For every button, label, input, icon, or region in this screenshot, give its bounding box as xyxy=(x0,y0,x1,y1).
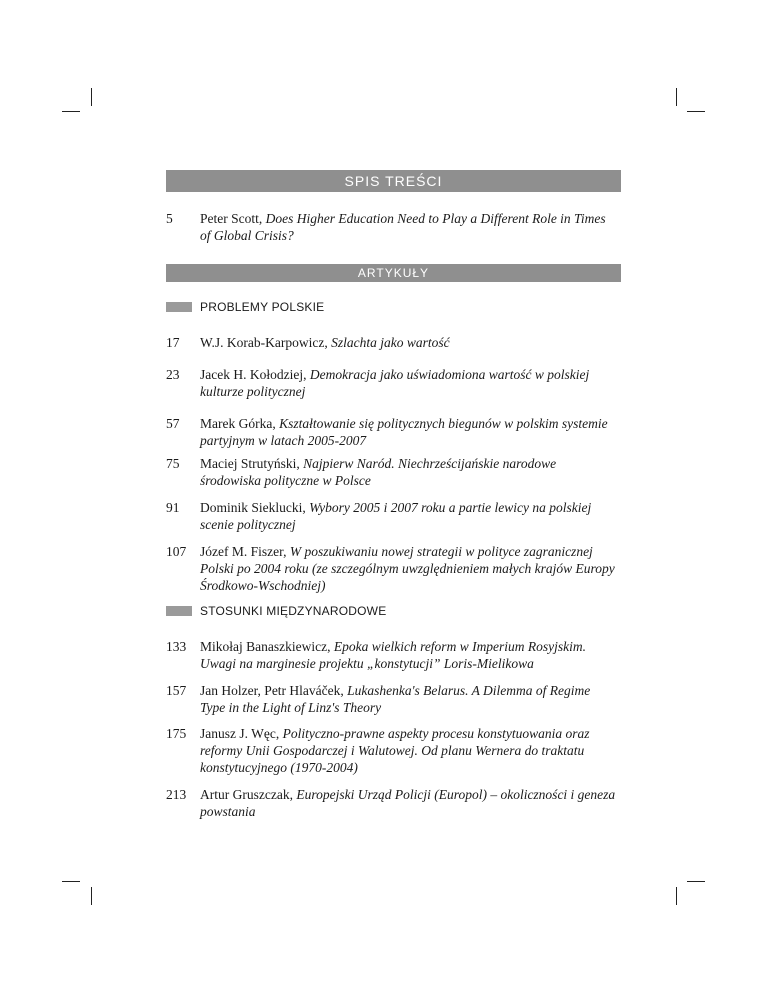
title: Najpierw Naród. Niechrześcijańskie narodowe środowiska polityczne w Polsce xyxy=(200,456,557,488)
author: Mikołaj Banaszkiewicz xyxy=(200,639,328,654)
author: Dominik Sieklucki xyxy=(200,500,303,515)
page-number: 57 xyxy=(166,416,180,431)
author: Maciej Strutyński xyxy=(200,456,297,471)
title: Szlachta jako wartość xyxy=(331,335,450,350)
section-heading: PROBLEMY POLSKIE xyxy=(166,300,324,314)
crop-mark xyxy=(91,887,92,905)
crop-mark xyxy=(676,88,677,106)
page-number: 107 xyxy=(166,544,187,559)
title: Polityczno-prawne aspekty procesu konstytuowania oraz reformy Unii Gospodarczej i Walutowej. Od planu Wernera do traktatu konstytucyjnego (1970-2004) xyxy=(200,726,590,775)
section-marker xyxy=(166,606,192,616)
page-number: 175 xyxy=(166,726,187,741)
page-number: 5 xyxy=(166,211,173,226)
crop-mark xyxy=(687,881,705,882)
title: Kształtowanie się politycznych biegunów w polskim systemie partyjnym w latach 2005-2007 xyxy=(200,416,608,448)
page-number: 213 xyxy=(166,787,187,802)
author: Marek Górka xyxy=(200,416,273,431)
author: Jan Holzer, Petr Hlaváček xyxy=(200,683,341,698)
title: Lukashenka's Belarus. A Dilemma of Regime Type in the Light of Linz's Theory xyxy=(200,683,591,715)
title: Does Higher Education Need to Play a Different Role in Times of Global Crisis? xyxy=(200,211,606,243)
page-number: 75 xyxy=(166,456,180,471)
crop-mark xyxy=(62,881,80,882)
section-heading: STOSUNKI MIĘDZYNARODOWE xyxy=(166,604,386,618)
author: W.J. Korab-Karpowicz xyxy=(200,335,325,350)
page-number: 133 xyxy=(166,639,187,654)
author: Józef M. Fiszer xyxy=(200,544,284,559)
crop-mark xyxy=(91,88,92,106)
crop-mark xyxy=(687,111,705,112)
author: Janusz J. Węc xyxy=(200,726,276,741)
articles-header: ARTYKUŁY xyxy=(166,264,621,282)
page-number: 157 xyxy=(166,683,187,698)
title: Europejski Urząd Policji (Europol) – okoliczności i geneza powstania xyxy=(200,787,616,819)
title: Wybory 2005 i 2007 roku a partie lewicy na polskiej scenie politycznej xyxy=(200,500,592,532)
crop-mark xyxy=(676,887,677,905)
title: Demokracja jako uświadomiona wartość w polskiej kulturze politycznej xyxy=(200,367,590,399)
page-number: 23 xyxy=(166,367,180,382)
crop-mark xyxy=(62,111,80,112)
author: Peter Scott xyxy=(200,211,259,226)
title: W poszukiwaniu nowej strategii w polityce zagranicznej Polski po 2004 roku (ze szczególnym uwzględnieniem małych krajów Europy Środkowo-Wschodniej) xyxy=(200,544,615,593)
page-number: 17 xyxy=(166,335,180,350)
page-number: 91 xyxy=(166,500,180,515)
author: Jacek H. Kołodziej xyxy=(200,367,304,382)
toc-header: SPIS TREŚCI xyxy=(166,170,621,192)
author: Artur Gruszczak xyxy=(200,787,290,802)
title: Epoka wielkich reform w Imperium Rosyjskim. Uwagi na marginesie projektu „konstytucji” Loris-Mielikowa xyxy=(200,639,587,671)
section-marker xyxy=(166,302,192,312)
